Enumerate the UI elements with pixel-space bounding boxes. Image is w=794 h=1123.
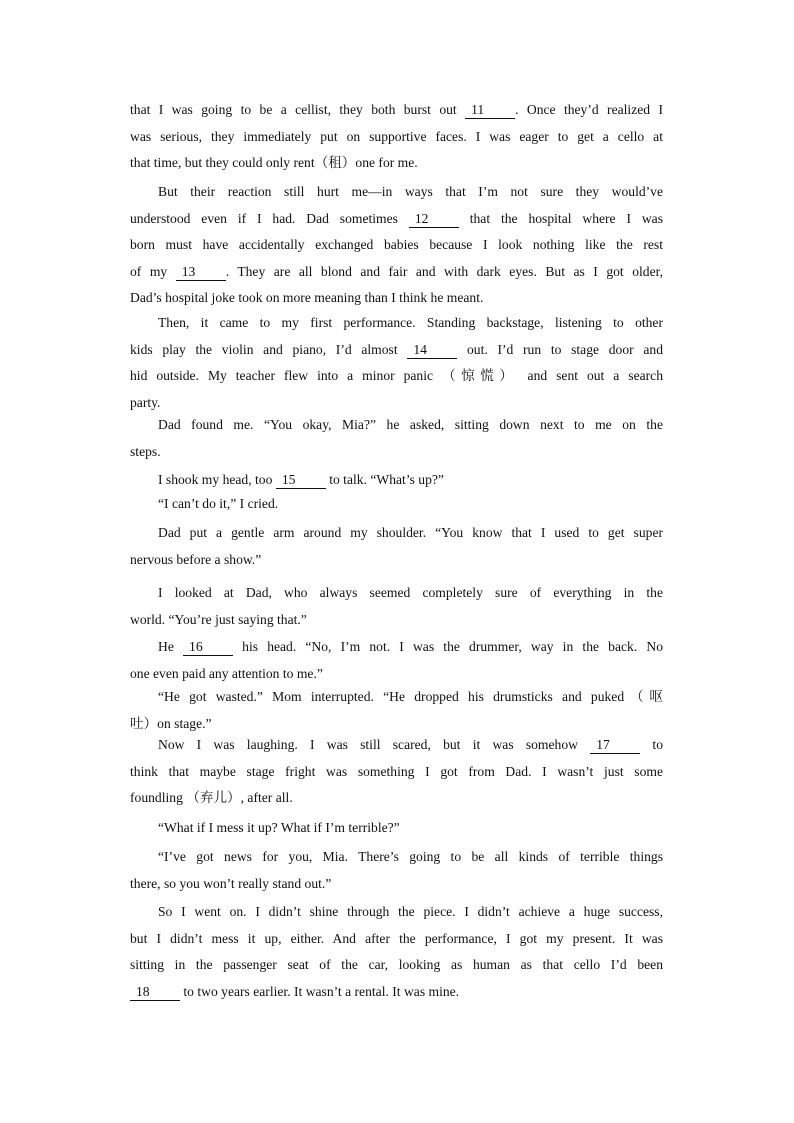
paragraph (130, 97, 663, 177)
text-line (130, 467, 663, 494)
paragraph (130, 580, 663, 633)
answer-blank[interactable]: 15 (276, 472, 326, 489)
answer-blank[interactable]: 11 (465, 102, 515, 119)
text-line (130, 815, 663, 842)
text-line (130, 979, 663, 1006)
text-segment: foundling （弃儿）, after all. (130, 790, 293, 805)
paragraph (130, 310, 663, 416)
text-line (130, 952, 663, 979)
text-segment: Dad put a gentle arm around my shoulder. “You know that I used to get super (158, 525, 663, 540)
text-segment: So I went on. I didn’t shine through the piece. I didn’t achieve a huge success, (158, 904, 663, 919)
text-segment: hid outside. My teacher flew into a minor panic （惊慌） and sent out a search (130, 368, 663, 383)
text-segment: But their reaction still hurt me—in ways that I’m not sure they would’ve (158, 184, 663, 199)
text-segment: there, so you won’t really stand out.” (130, 875, 332, 891)
text-line (130, 232, 663, 259)
text-segment: “He got wasted.” Mom interrupted. “He dropped his drumsticks and puked（呕 (158, 689, 663, 704)
text-segment: to two years earlier. It wasn’t a rental. It was mine. (180, 983, 460, 999)
text-line (130, 926, 663, 953)
answer-blank[interactable]: 17 (590, 737, 640, 754)
text-segment: that the hospital where I was (458, 210, 663, 226)
text-line (130, 580, 663, 607)
answer-blank[interactable]: 13 (176, 264, 226, 281)
text-segment: . They are all blond and fair and with dark eyes. But as I got older, (225, 263, 663, 279)
text-segment: to (640, 737, 663, 752)
text-line (130, 310, 663, 337)
text-line (130, 759, 663, 786)
text-line (130, 684, 663, 711)
text-line (130, 439, 663, 466)
text-line (130, 785, 663, 812)
paragraph (130, 899, 663, 1005)
text-line (130, 259, 663, 286)
text-line (130, 206, 663, 233)
answer-blank[interactable]: 12 (409, 211, 459, 228)
text-segment: Dad found me. “You okay, Mia?” he asked, sitting down next to me on the (158, 417, 663, 432)
text-segment: 吐）on stage.” (130, 715, 212, 731)
text-line (130, 97, 663, 124)
text-segment: Now I was laughing. I was still scared, but it was somehow (158, 737, 591, 752)
text-segment: was serious, they immediately put on supportive faces. I was eager to get a cello at (130, 128, 663, 144)
answer-blank[interactable]: 14 (407, 342, 457, 359)
text-segment: one even paid any attention to me.” (130, 665, 323, 681)
text-line (130, 607, 663, 634)
paragraph (130, 634, 663, 687)
text-line (130, 363, 663, 390)
text-segment: . Once they’d realized I (515, 102, 663, 117)
paragraph (130, 179, 663, 312)
text-segment: but I didn’t mess it up, either. And after the performance, I got my present. It was (130, 930, 663, 946)
text-segment: “I’ve got news for you, Mia. There’s going to be all kinds of terrible things (158, 849, 663, 864)
text-segment: of my (130, 263, 176, 279)
paragraph (130, 491, 663, 518)
text-segment: out. I’d run to stage door and (457, 341, 663, 357)
text-line (130, 150, 663, 177)
text-line (130, 732, 663, 759)
paragraph (130, 520, 663, 573)
text-segment: to talk. “What’s up?” (325, 472, 444, 487)
text-segment: kids play the violin and piano, I’d almost (130, 341, 408, 357)
text-segment: I shook my head, too (158, 472, 276, 487)
text-segment: born must have accidentally exchanged babies because I look nothing like the rest (130, 237, 663, 252)
text-segment: that time, but they could only rent（租）one for me. (130, 155, 418, 170)
paragraph (130, 412, 663, 465)
text-segment: “What if I mess it up? What if I’m terrible?” (158, 820, 400, 835)
text-segment: Then, it came to my first performance. Standing backstage, listening to other (158, 315, 663, 330)
paragraph (130, 815, 663, 842)
text-segment: his head. “No, I’m not. I was the drummer, way in the back. No (233, 639, 664, 654)
answer-blank[interactable]: 18 (130, 984, 180, 1001)
text-segment: understood even if I had. Dad sometimes (130, 210, 409, 226)
text-line (130, 547, 663, 574)
text-segment: think that maybe stage fright was something I got from Dad. I wasn’t just some (130, 763, 663, 779)
text-line (130, 179, 663, 206)
paragraph (130, 467, 663, 494)
text-segment: He (158, 639, 184, 654)
paragraph (130, 684, 663, 737)
text-segment: sitting in the passenger seat of the car, looking as human as that cello I’d been (130, 957, 663, 972)
answer-blank[interactable]: 16 (183, 639, 233, 656)
paragraph (130, 732, 663, 812)
text-line (130, 634, 663, 661)
text-line (130, 491, 663, 518)
text-segment: nervous before a show.” (130, 551, 262, 567)
text-segment: world. “You’re just saying that.” (130, 611, 307, 627)
text-line (130, 124, 663, 151)
text-line (130, 844, 663, 871)
text-segment: “I can’t do it,” I cried. (158, 496, 279, 511)
text-line (130, 285, 663, 312)
paragraph (130, 844, 663, 897)
text-segment: that I was going to be a cellist, they both burst out (130, 102, 466, 117)
text-line (130, 871, 663, 898)
text-line (130, 337, 663, 364)
text-segment: Dad’s hospital joke took on more meaning than I think he meant. (130, 290, 484, 305)
text-segment: steps. (130, 443, 161, 459)
text-segment: party. (130, 394, 161, 410)
text-segment: I looked at Dad, who always seemed completely sure of everything in the (158, 585, 663, 600)
text-line (130, 412, 663, 439)
text-line (130, 520, 663, 547)
text-line (130, 899, 663, 926)
